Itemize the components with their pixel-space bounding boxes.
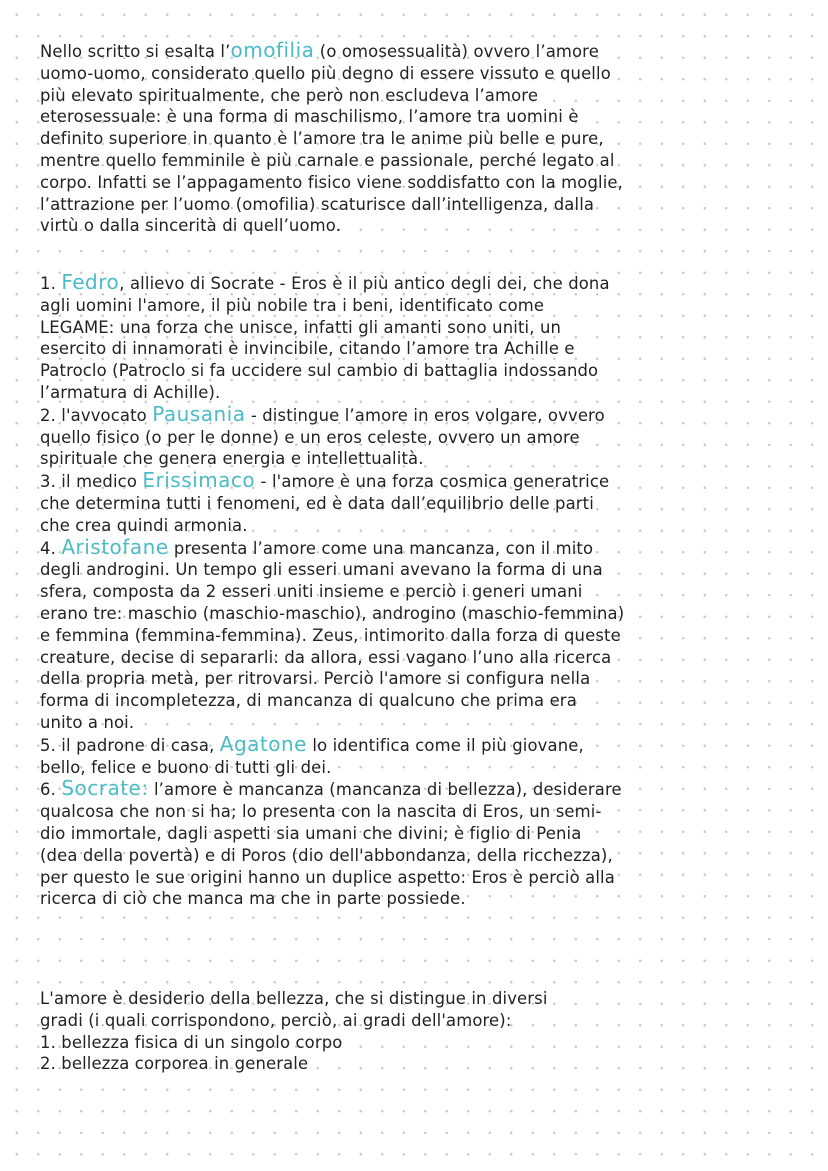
- text-line: forma di incompletezza, di mancanza di qualcuno che prima era: [40, 691, 577, 711]
- list-item: 1. bellezza fisica di un singolo corpo: [40, 1032, 343, 1052]
- text-line: creature, decise di separarli: da allora, essi vagano l’uno alla ricerca: [40, 647, 612, 667]
- text-line: quello fisico (o per le donne) e un eros celeste, ovvero un amore: [40, 427, 580, 447]
- text-line: erano tre: maschio (maschio-maschio), androgino (maschio-femmina): [40, 603, 625, 623]
- item-number: 1.: [40, 274, 62, 293]
- text-line: agli uomini l'amore, il più nobile tra i beni, identificato come: [40, 295, 545, 315]
- text-line: (dea della povertà) e di Poros (dio dell'abbondanza, della ricchezza),: [40, 845, 613, 865]
- text-line: virtù o dalla sincerità di quell’uomo.: [40, 216, 342, 236]
- text-line: che determina tutti i fenomeni, ed è data dall’equilibrio delle parti: [40, 493, 594, 513]
- keyword-omofilia: omofilia: [230, 38, 315, 62]
- text-line: LEGAME: una forza che unisce, infatti gli amanti sono uniti, un: [40, 317, 562, 337]
- intro-paragraph: [40, 40, 800, 237]
- text-segment: Nello scritto si esalta l’: [40, 42, 231, 61]
- item-number: 4.: [40, 538, 62, 558]
- text-line: uomo-uomo, considerato quello più degno di essere vissuto e quello: [40, 63, 611, 83]
- text-line: eterosessuale: è una forma di maschilismo, l’amore tra uomini è: [40, 107, 579, 127]
- list-item-agatone: [40, 731, 800, 757]
- text-line: L'amore è desiderio della bellezza, che si distingue in diversi: [40, 989, 548, 1008]
- keyword-socrate: Socrate:: [61, 776, 149, 801]
- text-line: l’armatura di Achille).: [40, 382, 221, 402]
- text-line: dio immortale, dagli aspetti sia umani che divini; è figlio di Penia: [40, 823, 582, 843]
- item-number: 2. l'avvocato: [40, 405, 153, 425]
- text-line: gradi (i quali corrispondono, perciò, ai gradi dell'amore):: [40, 1010, 512, 1030]
- keyword-aristofane: Aristofane: [61, 534, 169, 559]
- list-item-pausania: [40, 401, 800, 427]
- text-segment: l’amore è mancanza (mancanza di bellezza), desiderare: [148, 780, 622, 800]
- text-line: [40, 40, 800, 63]
- item-number: 5. il padrone di casa,: [40, 735, 220, 755]
- text-line: mentre quello femminile è più carnale e passionale, perché legato al: [40, 150, 615, 170]
- text-line: esercito di innamorati è invincibile, citando l’amore tra Achille e: [40, 339, 575, 359]
- keyword-agatone: Agatone: [219, 731, 307, 756]
- list-item-erissimaco: [40, 470, 800, 493]
- text-line: spirituale che genera energia e intellettualità.: [40, 449, 424, 469]
- gradi-paragraph: [40, 988, 800, 1075]
- text-segment: (o omosessualità) ovvero l’amore: [314, 42, 599, 61]
- text-line: per questo le sue origini hanno un duplice aspetto: Eros è perciò alla: [40, 867, 615, 887]
- list-item: 2. bellezza corporea in generale: [40, 1054, 309, 1074]
- keyword-erissimaco: Erissimaco: [142, 468, 256, 493]
- text-line: e femmina (femmina-femmina). Zeus, intimorito dalla forza di queste: [40, 625, 621, 645]
- list-item-aristofane: [40, 534, 800, 560]
- text-line: unito a noi.: [40, 712, 135, 732]
- text-line: più elevato spiritualmente, che però non escludeva l’amore: [40, 85, 539, 105]
- item-number: 6.: [40, 780, 62, 800]
- text-line: degli androgini. Un tempo gli esseri umani avevano la forma di una: [40, 560, 603, 580]
- text-line: della propria metà, per ritrovarsi. Perciò l'amore si configura nella: [40, 669, 591, 689]
- text-line: definito superiore in quanto è l’amore tra le anime più belle e pure,: [40, 129, 604, 149]
- text-segment: lo identifica come il più giovane,: [307, 735, 584, 755]
- text-line: ricerca di ciò che manca ma che in parte possiede.: [40, 889, 466, 909]
- text-segment: - l'amore è una forza cosmica generatrice: [255, 472, 610, 492]
- text-segment: - distingue l’amore in eros volgare, ovvero: [245, 405, 605, 425]
- text-line: corpo. Infatti se l’appagamento fisico viene soddisfatto con la moglie,: [40, 172, 624, 192]
- text-line: Patroclo (Patroclo si fa uccidere sul cambio di battaglia indossando: [40, 361, 599, 381]
- list-item-socrate: [40, 778, 800, 801]
- keyword-pausania: Pausania: [152, 401, 246, 426]
- keyword-fedro: Fedro: [61, 270, 120, 294]
- text-line: sfera, composta da 2 esseri uniti insieme e perciò i generi umani: [40, 582, 583, 602]
- list-item-fedro: [40, 272, 800, 295]
- text-line: l’attrazione per l’uomo (omofilia) scaturisce dall’intelligenza, dalla: [40, 194, 595, 214]
- item-number: 3. il medico: [40, 472, 143, 492]
- speakers-list: [40, 272, 800, 910]
- text-segment: presenta l’amore come una mancanza, con il mito: [168, 538, 594, 558]
- text-line: qualcosa che non si ha; lo presenta con la nascita di Eros, un semi-: [40, 802, 602, 822]
- text-segment: , allievo di Socrate - Eros è il più antico degli dei, che dona: [119, 274, 610, 293]
- text-line: bello, felice e buono di tutti gli dei.: [40, 757, 332, 777]
- text-line: che crea quindi armonia.: [40, 515, 248, 535]
